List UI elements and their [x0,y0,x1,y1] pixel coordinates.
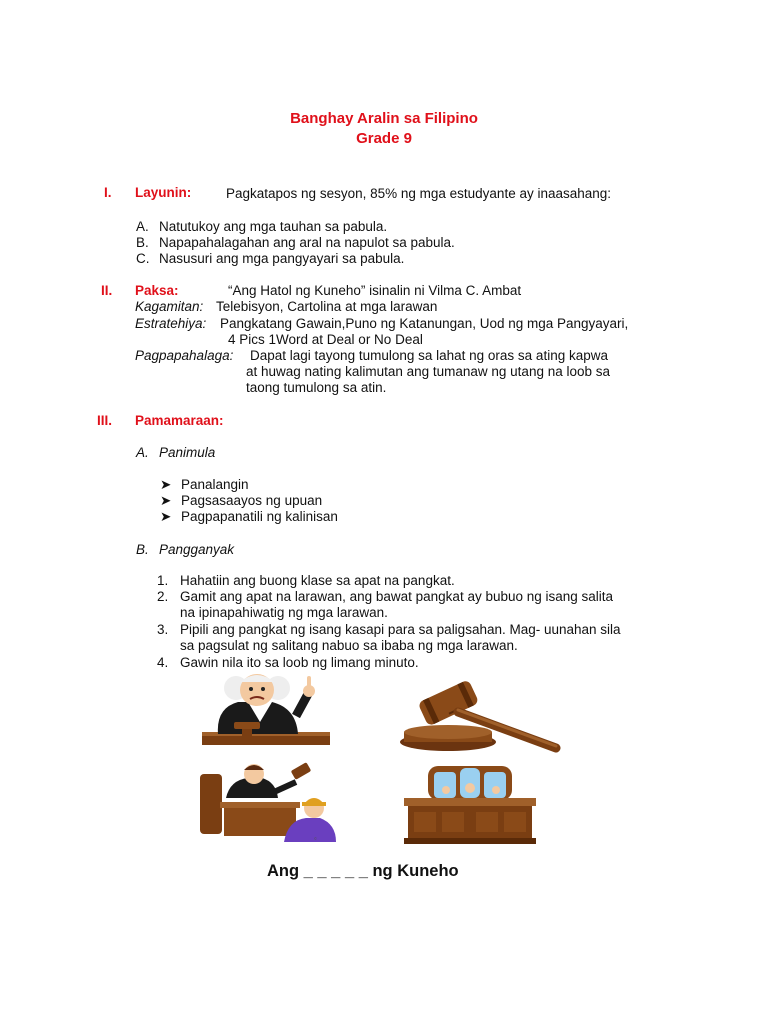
objective-c-letter: C. [136,251,150,266]
pangganyak-letter: B. [136,542,149,557]
section-1-intro: Pagkatapos ng sesyon, 85% ng mga estudyante ay inaasahang: [226,186,612,201]
objective-b: Napapahalagahan ang aral na napulot sa pabula. [159,235,455,250]
pagpapahalaga-label: Pagpapahalaga: [135,348,234,363]
courtroom-argument-icon [196,762,340,844]
judges-bench-icon [400,760,540,846]
kagamitan-label: Kagamitan: [135,299,204,314]
estratehiya-line-2: 4 Pics 1Word at Deal or No Deal [228,332,423,347]
pagpapahalaga-line-1: Dapat lagi tayong tumulong sa lahat ng oras sa ating kapwa [250,348,608,363]
step-3-line-2: sa pagsulat ng salitang nabuo sa ibaba ng mga larawan. [180,638,518,653]
judge-pointing-icon [196,672,336,747]
estratehiya-label: Estratehiya: [135,316,207,331]
objective-a: Natutukoy ang mga tauhan sa pabula. [159,219,388,234]
panimula-item-2: Pagsasaayos ng upuan [181,493,323,508]
section-2-label: Paksa: [135,283,179,298]
lesson-topic: “Ang Hatol ng Kuneho” isinalin ni Vilma C. Ambat [228,283,522,298]
section-2-numeral: II. [101,283,113,298]
section-1-label: Layunin: [135,185,192,200]
objective-a-letter: A. [136,219,149,234]
objective-c: Nasusuri ang mga pangyayari sa pabula. [159,251,405,266]
arrow-bullet-icon: ➤ [160,477,172,492]
objective-b-letter: B. [136,235,149,250]
step-4-line-1: Gawin nila ito sa loob ng limang minuto. [180,655,419,670]
arrow-bullet-icon: ➤ [160,493,172,508]
kagamitan-value: Telebisyon, Cartolina at mga larawan [216,299,438,314]
pagpapahalaga-line-3: taong tumulong sa atin. [246,380,387,395]
step-1-number: 1. [157,573,169,588]
panimula-title: Panimula [159,445,216,460]
pangganyak-title: Pangganyak [159,542,235,557]
panimula-letter: A. [136,445,149,460]
panimula-item-1: Panalangin [181,477,249,492]
arrow-bullet-icon: ➤ [160,509,172,524]
step-3-line-1: Pipili ang pangkat ng isang kasapi para sa paligsahan. Mag- uunahan sila [180,622,621,637]
estratehiya-line-1: Pangkatang Gawain,Puno ng Katanungan, Uod ng mga Pangyayari, [220,316,629,331]
step-4-number: 4. [157,655,169,670]
pagpapahalaga-line-2: at huwag nating kalimutan ang tumanaw ng utang na loob sa [246,364,611,379]
grade-label: Grade 9 [356,130,412,147]
puzzle-answer-line: Ang _ _ _ _ _ ng Kuneho [267,862,459,880]
step-2-line-1: Gamit ang apat na larawan, ang bawat pangkat ay bubuo ng isang salita [180,589,614,604]
step-3-number: 3. [157,622,169,637]
document-title: Banghay Aralin sa Filipino [290,110,478,127]
gavel-icon [396,672,566,754]
section-3-label: Pamamaraan: [135,413,224,428]
svg-text:©: © [314,836,317,841]
step-1-line-1: Hahatiin ang buong klase sa apat na pangkat. [180,573,455,588]
panimula-item-3: Pagpapanatili ng kalinisan [181,509,338,524]
section-1-numeral: I. [104,185,112,200]
step-2-line-2: na ipinapahiwatig ng mga larawan. [180,605,388,620]
step-2-number: 2. [157,589,169,604]
section-3-numeral: III. [97,413,113,428]
